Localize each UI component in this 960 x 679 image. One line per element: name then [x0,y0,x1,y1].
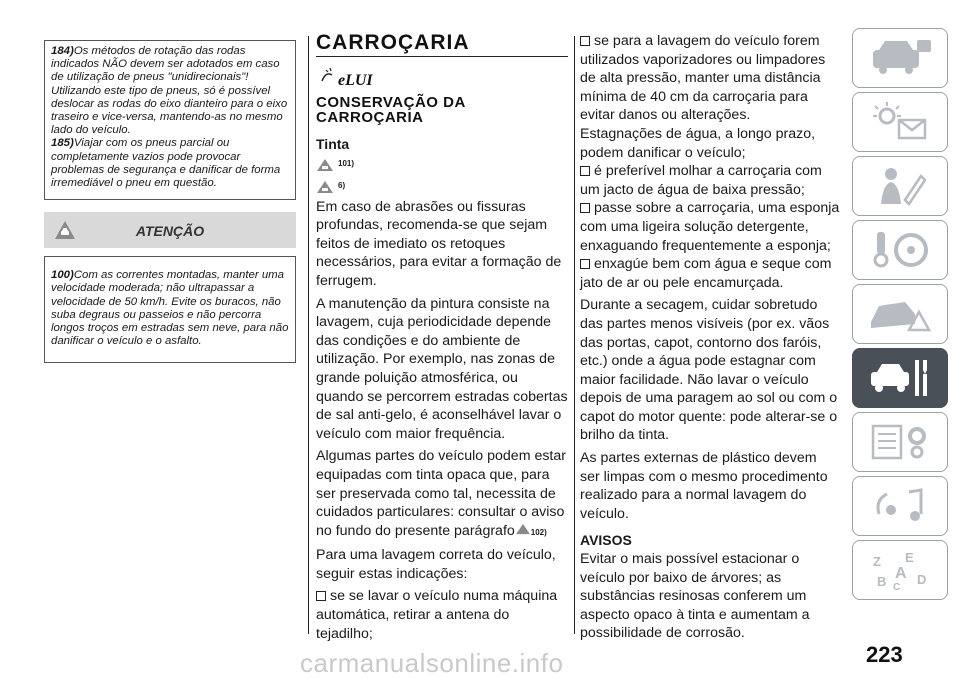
paragraph: As partes externas de plástico devem ser limpas com o mesmo procedimento realizado para a normal lavagem do veículo. [580,450,828,522]
warning-100: 100)Com as correntes montadas, manter uma velocidade moderada; não ultrapassar a velocidade de 50 km/h. Evite os buracos, não suba degraus ou passeios e não percorra longos troços em estradas sem neve, para não danificar o veículo e o asfalto. [51,269,289,348]
index-letters-icon [865,548,935,592]
tab-specifications[interactable] [852,412,948,472]
chapter-tabs [852,28,948,604]
left-column [44,40,296,363]
tab-index[interactable] [852,540,948,600]
bullet-item: passe sobre a carroçaria, uma esponja com uma ligeira solução detergente, enxaguando frequentemente a esponja; [580,200,840,254]
column-divider [308,36,309,634]
specifications-gears-icon [865,420,935,464]
note-triangle-icon [316,180,334,194]
paragraph: Para uma lavagem correta do veículo, seguir estas indicações: [316,547,556,582]
tinta-heading: Tinta [316,136,350,152]
car-care-logo-icon [316,65,376,89]
warning-car-icon [316,158,334,172]
car-maintenance-icon [865,356,935,400]
svg-text:B: B [877,574,887,589]
bullet-box-icon [580,166,590,176]
avisos-heading: AVISOS [580,532,632,549]
warning-184: 184)Os métodos de rotação das rodas indicados NÃO devem ser adotados em caso de utilização de pneus "unidirecionais"! Utilizando este tipo de pneus, só é possível deslocar as rodas do eixo dianteiro para o eixo traseiro e vice-versa, mantendo-as no mesmo lado do veículo. [51,45,288,137]
paragraph: A manutenção da pintura consiste na lavagem, cuja periodicidade depende das condições e do ambiente de utilização. Por exemplo, nas zonas de grande poluição atmosférica, ou quando se percorrem estradas cobertas de sal anti-gelo, é aconselhável lavar o veículo com maior frequência. [316,295,568,442]
paragraph: Estagnações de água, a longo prazo, podem danificar o veículo; [580,125,816,161]
bullet-box-icon [580,203,590,213]
bullet-item: se para a lavagem do veículo forem utilizados vaporizadores ou limpadores de alta pressão, manter uma distância mínima de 40 cm da carroçaria para evitar danos ou alterações. [580,33,826,124]
middle-column [316,32,568,647]
paragraph: Evitar o mais possível estacionar o veículo por baixo de árvores; as substâncias resinosas conferem um aspecto opaco à tinta e aumentam a possibilidade de corrosão. [580,551,810,642]
car-accident-icon [865,292,935,336]
tab-emergency[interactable] [852,284,948,344]
tab-warning-lights[interactable] [852,92,948,152]
svg-text:Z: Z [873,554,881,569]
svg-text:E: E [905,550,914,565]
atencao-label: ATENÇÃO [135,223,205,240]
multimedia-icon [865,484,935,528]
subsection-title: CONSERVAÇÃO DA CARROÇARIA [316,94,466,126]
right-column [580,32,840,647]
warning-lights-icon [865,100,935,144]
svg-text:C: C [893,582,901,592]
warning-ref-101: 101) [316,154,568,176]
bullet-item: se se lavar o veículo numa máquina automática, retirar a antena do tejadilho; [316,588,558,642]
paragraph-with-ref: Algumas partes do veículo podem estar equipadas com tinta opaca que, para ser preservada como tal, necessita de cuidados particulares: consultar o aviso no fundo do presente parágrafo 102) [316,448,566,539]
tab-multimedia[interactable] [852,476,948,536]
paragraph: Em caso de abrasões ou fissuras profundas, recomenda-se que sejam feitos de imediato os retoques necessários, para evitar a formação de ferrugem. [316,198,562,289]
key-steering-icon [865,228,935,272]
section-title: CARROÇARIA [316,32,568,57]
tab-safety[interactable] [852,156,948,216]
note-ref-6: 6) [316,176,568,198]
svg-text:A: A [895,565,907,582]
page-number: 223 [866,642,903,667]
bullet-box-icon [580,36,590,46]
bullet-item: enxagúe bem com água e seque com jato de ar ou pele encamurçada. [580,256,832,291]
airbag-seat-icon [865,164,935,208]
tab-car-info[interactable] [852,28,948,88]
tab-maintenance[interactable] [852,348,948,408]
car-info-icon [865,36,935,80]
warnings-box-top [44,40,296,200]
warning-car-icon [515,523,531,535]
car-care-logo [316,65,568,89]
paragraph: Durante a secagem, cuidar sobretudo das partes menos visíveis (por ex. vãos das portas, capot, contorno dos faróis, etc.) onde a água pode estagnar com maior facilidade. Não lavar o veículo depois de uma paragem ao sol ou com o capot do motor quente: pode alterar-se o brilho da tinta. [580,297,838,444]
bullet-item: é preferível molhar a carroçaria com um jacto de água de baixa pressão; [580,163,822,198]
bullet-box-icon [580,259,590,269]
column-divider [574,36,575,634]
atencao-header [44,212,296,248]
logo-text: eLUI [338,72,373,89]
warnings-box-bottom [44,256,296,363]
tab-starting-driving[interactable] [852,220,948,280]
warning-185: 185)Viajar com os pneus parcial ou completamente vazios pode provocar problemas de segurança e danificar de forma irremediável o pneu em questão. [51,137,281,190]
svg-text:D: D [917,572,927,587]
watermark: carmanualsonline.info [300,648,564,678]
bullet-box-icon [316,591,326,601]
